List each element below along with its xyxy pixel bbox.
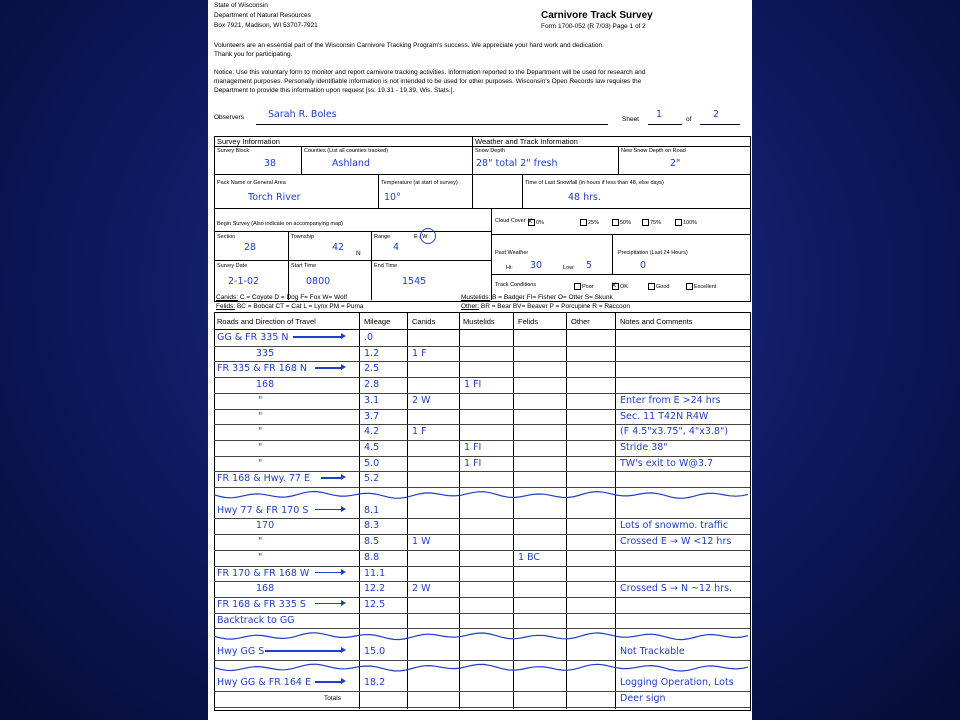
mileage-cell[interactable]: 3.7 bbox=[364, 410, 380, 422]
legend-mustelids: Mustelids: B = Badger FI= Fisher O= Otter S= Skunk bbox=[461, 294, 613, 301]
road-cell[interactable]: Backtrack to GG bbox=[217, 614, 295, 626]
road-cell[interactable]: Hwy 77 & FR 170 S bbox=[217, 504, 309, 516]
sheet-number[interactable]: 1 bbox=[656, 109, 663, 120]
legend-felids: Felids: BC = Bobcat CT = Cat L = Lynx PM = Puma bbox=[216, 303, 364, 310]
mileage-cell[interactable]: 12.2 bbox=[364, 583, 386, 595]
notes-cell[interactable]: Not Trackable bbox=[620, 646, 685, 657]
weather-heading: Weather and Track Information bbox=[475, 137, 578, 146]
road-cell[interactable]: FR 168 & FR 335 S bbox=[217, 598, 306, 610]
temp-value[interactable]: 10° bbox=[384, 192, 401, 203]
intro-line-1: Volunteers are an essential part of the Wisconsin Carnivore Tracking Program's success. We appreciate your hard work and dedication. bbox=[214, 42, 604, 49]
wavy-line bbox=[214, 633, 748, 640]
notes-cell[interactable]: Enter from E >24 hrs bbox=[620, 394, 721, 406]
canids-cell[interactable]: 1 F bbox=[412, 347, 427, 359]
low-label: Low: bbox=[563, 265, 575, 271]
road-cell[interactable]: " bbox=[258, 410, 263, 422]
form-title: Carnivore Track Survey bbox=[541, 10, 653, 21]
cloud-cover-label: Cloud Cover bbox=[495, 218, 526, 224]
township-label: Township bbox=[291, 234, 314, 240]
header-mustelids: Mustelids bbox=[463, 317, 495, 326]
township-direction: N bbox=[356, 250, 361, 257]
notes-cell[interactable]: Logging Operation, Lots bbox=[620, 677, 734, 689]
wavy-separator-lines bbox=[214, 312, 750, 710]
header-felids: Felids bbox=[518, 317, 539, 326]
west-circle-mark bbox=[420, 228, 436, 244]
mileage-cell[interactable]: 8.5 bbox=[364, 536, 380, 548]
canids-cell[interactable]: 1 F bbox=[412, 426, 427, 438]
mileage-cell[interactable]: 8.8 bbox=[364, 551, 380, 563]
precip-label: Precipitation (Last 24 Hours) bbox=[618, 250, 688, 256]
range-label: Range bbox=[374, 234, 391, 240]
track-conditions-label: Track Conditions bbox=[495, 282, 537, 288]
notice-line-3: Department to provide this information upon request [ss. 19.31 - 19.39, Wis. Stats.]. bbox=[214, 87, 455, 94]
road-cell[interactable]: " bbox=[258, 441, 263, 453]
intro-line-2: Thank you for participating. bbox=[214, 51, 293, 58]
notes-cell[interactable]: Crossed S → N ~12 hrs. bbox=[620, 583, 733, 595]
road-cell[interactable]: 168 bbox=[256, 583, 275, 595]
road-cell[interactable]: 335 bbox=[256, 347, 275, 359]
felids-cell[interactable]: 1 BC bbox=[518, 551, 541, 563]
legend-other: Other: BR = Bear BV= Beaver P = Porcupine R = Raccoon bbox=[461, 303, 630, 310]
new-snow-value[interactable]: 2" bbox=[670, 158, 681, 169]
sheet-total[interactable]: 2 bbox=[713, 109, 720, 120]
road-cell[interactable]: " bbox=[258, 551, 263, 563]
agency-line-3: Box 7921, Madison, WI 53707-7921 bbox=[214, 22, 318, 29]
header-other: Other bbox=[571, 317, 590, 326]
notes-cell[interactable]: Stride 38" bbox=[620, 441, 668, 453]
checkbox-checked-icon: x bbox=[612, 283, 619, 290]
notes-cell[interactable]: Sec. 11 T42N R4W bbox=[620, 410, 709, 422]
observers-value[interactable]: Sarah R. Boles bbox=[268, 109, 337, 120]
survey-info-heading: Survey Information bbox=[217, 137, 280, 146]
mileage-cell[interactable]: 8.1 bbox=[364, 504, 380, 516]
counties-label: Counties (List all counties tracked) bbox=[304, 148, 389, 154]
survey-block-label: Survey Block bbox=[217, 148, 250, 154]
canids-cell[interactable]: 1 W bbox=[412, 536, 431, 548]
last-snow-value[interactable]: 48 hrs. bbox=[568, 192, 602, 203]
road-cell[interactable]: 168 bbox=[256, 379, 275, 391]
end-time-label: End Time bbox=[374, 263, 398, 269]
track-table bbox=[214, 312, 750, 710]
mustelids-cell[interactable]: 1 FI bbox=[464, 379, 482, 391]
track-option-ok[interactable]: x OK bbox=[612, 280, 628, 290]
of-label: of bbox=[686, 116, 692, 123]
hi-label: Hi: bbox=[506, 265, 513, 271]
mileage-cell[interactable]: 4.5 bbox=[364, 441, 380, 453]
notes-cell[interactable]: Crossed E → W <12 hrs bbox=[620, 536, 732, 548]
cloud-option-25[interactable]: 25% bbox=[580, 219, 599, 226]
track-option-excellent[interactable]: Excellent bbox=[686, 283, 716, 290]
mileage-cell[interactable]: 4.2 bbox=[364, 426, 380, 438]
notes-cell[interactable]: TW's exit to W@3.7 bbox=[620, 457, 714, 469]
header-roads: Roads and Direction of Travel bbox=[217, 317, 316, 326]
survey-form-page bbox=[208, 0, 752, 720]
mustelids-cell[interactable]: 1 FI bbox=[464, 441, 482, 453]
notice-line-2: management purposes. Personally identifiable information is not intended to be used for other purposes. Wisconsin's Open Records law requires the bbox=[214, 78, 642, 85]
road-cell[interactable]: GG & FR 335 N bbox=[217, 332, 289, 343]
end-time-value[interactable]: 1545 bbox=[402, 276, 427, 287]
observers-label: Observers bbox=[214, 114, 244, 121]
notes-cell[interactable]: Deer sign bbox=[620, 693, 666, 705]
cloud-option-75[interactable]: 75% bbox=[642, 219, 661, 226]
precip-value[interactable]: 0 bbox=[640, 260, 647, 271]
cloud-option-0[interactable]: x 0% bbox=[528, 216, 544, 226]
road-cell[interactable]: FR 335 & FR 168 N bbox=[217, 363, 308, 375]
road-cell[interactable]: FR 168 & Hwy. 77 E bbox=[217, 473, 310, 485]
road-cell[interactable]: Hwy GG S bbox=[217, 646, 265, 657]
mileage-cell[interactable]: 18.2 bbox=[364, 677, 386, 689]
track-option-poor[interactable]: Poor bbox=[574, 283, 594, 290]
agency-line-2: Department of Natural Resources bbox=[214, 12, 311, 19]
mileage-cell[interactable]: 2.5 bbox=[364, 363, 380, 375]
road-cell[interactable]: " bbox=[258, 536, 263, 548]
cloud-option-50[interactable]: 50% bbox=[612, 219, 631, 226]
survey-date-value[interactable]: 2-1-02 bbox=[228, 276, 260, 287]
begin-survey-label: Begin Survey (Also indicate on accompanying map) bbox=[217, 221, 343, 227]
road-cell[interactable]: 170 bbox=[256, 520, 275, 532]
checkbox-checked-icon: x bbox=[528, 219, 535, 226]
mileage-cell[interactable]: 15.0 bbox=[364, 646, 386, 657]
snow-depth-value[interactable]: 28" total 2" fresh bbox=[476, 158, 558, 169]
temp-label: Temperature (at start of survey) bbox=[381, 180, 458, 186]
east-west-label: E / W bbox=[414, 234, 428, 240]
mileage-cell[interactable]: 8.3 bbox=[364, 520, 380, 532]
canids-cell[interactable]: 2 W bbox=[412, 583, 431, 595]
low-value[interactable]: 5 bbox=[586, 260, 593, 271]
new-snow-label: New Snow Depth on Road bbox=[621, 148, 686, 154]
road-cell[interactable]: " bbox=[258, 426, 263, 438]
range-value[interactable]: 4 bbox=[393, 242, 400, 253]
track-option-good[interactable]: Good bbox=[648, 283, 669, 290]
wavy-line bbox=[214, 664, 748, 671]
header-canids: Canids bbox=[412, 317, 436, 326]
pack-value[interactable]: Torch River bbox=[248, 192, 301, 203]
past-weather-label: Past Weather bbox=[495, 250, 529, 256]
mileage-cell[interactable]: .0 bbox=[364, 332, 374, 343]
snow-depth-label: Snow Depth bbox=[475, 148, 505, 154]
mileage-cell[interactable]: 3.1 bbox=[364, 394, 380, 406]
sheet-label: Sheet bbox=[622, 116, 639, 123]
last-snow-label: Time of Last Snowfall (in hours if less than 48, else days) bbox=[525, 180, 664, 186]
road-cell[interactable]: Hwy GG & FR 164 E bbox=[217, 677, 311, 689]
cloud-option-100[interactable]: 100% bbox=[675, 219, 697, 226]
form-number: Form 1700-052 (R 7/03) Page 1 of 2 bbox=[541, 23, 646, 30]
totals-label: Totals bbox=[324, 695, 341, 703]
mileage-cell[interactable]: 5.2 bbox=[364, 473, 380, 485]
wavy-line bbox=[214, 492, 748, 499]
agency-line-1: State of Wisconsin bbox=[214, 2, 268, 9]
header-notes: Notes and Comments bbox=[620, 317, 693, 326]
survey-block-value[interactable]: 38 bbox=[264, 158, 277, 169]
road-cell[interactable]: " bbox=[258, 394, 263, 406]
notice-line-1: Notice: Use this voluntary form to monitor and report carnivore tracking activities. Information reported to the Department will be used for research and bbox=[214, 69, 646, 76]
section-label: Section bbox=[217, 234, 236, 240]
mustelids-cell[interactable]: 1 FI bbox=[464, 457, 482, 469]
mileage-cell[interactable]: 1.2 bbox=[364, 347, 380, 359]
mileage-cell[interactable]: 5.0 bbox=[364, 457, 380, 469]
road-cell[interactable]: " bbox=[258, 457, 263, 469]
mileage-cell[interactable]: 2.8 bbox=[364, 379, 380, 391]
start-time-value[interactable]: 0800 bbox=[306, 276, 331, 287]
counties-value[interactable]: Ashland bbox=[332, 158, 370, 169]
notes-cell[interactable]: (F 4.5"x3.75", 4"x3.8") bbox=[620, 426, 729, 438]
start-time-label: Start Time bbox=[291, 263, 317, 269]
hi-value[interactable]: 30 bbox=[530, 260, 543, 271]
header-mileage: Mileage bbox=[364, 317, 391, 326]
pack-label: Pack Name or General Area bbox=[217, 180, 286, 186]
survey-date-label: Survey Date bbox=[217, 263, 248, 269]
township-value[interactable]: 42 bbox=[332, 242, 345, 253]
mileage-cell[interactable]: 12.5 bbox=[364, 598, 386, 610]
canids-cell[interactable]: 2 W bbox=[412, 394, 431, 406]
legend-canids: Canids: C = Coyote D = Dog F= Fox W= Wolf bbox=[216, 294, 348, 301]
section-value[interactable]: 28 bbox=[244, 242, 257, 253]
notes-cell[interactable]: Lots of snowmo. traffic bbox=[620, 520, 729, 532]
road-cell[interactable]: FR 170 & FR 168 W bbox=[217, 567, 310, 579]
mileage-cell[interactable]: 11.1 bbox=[364, 567, 386, 579]
